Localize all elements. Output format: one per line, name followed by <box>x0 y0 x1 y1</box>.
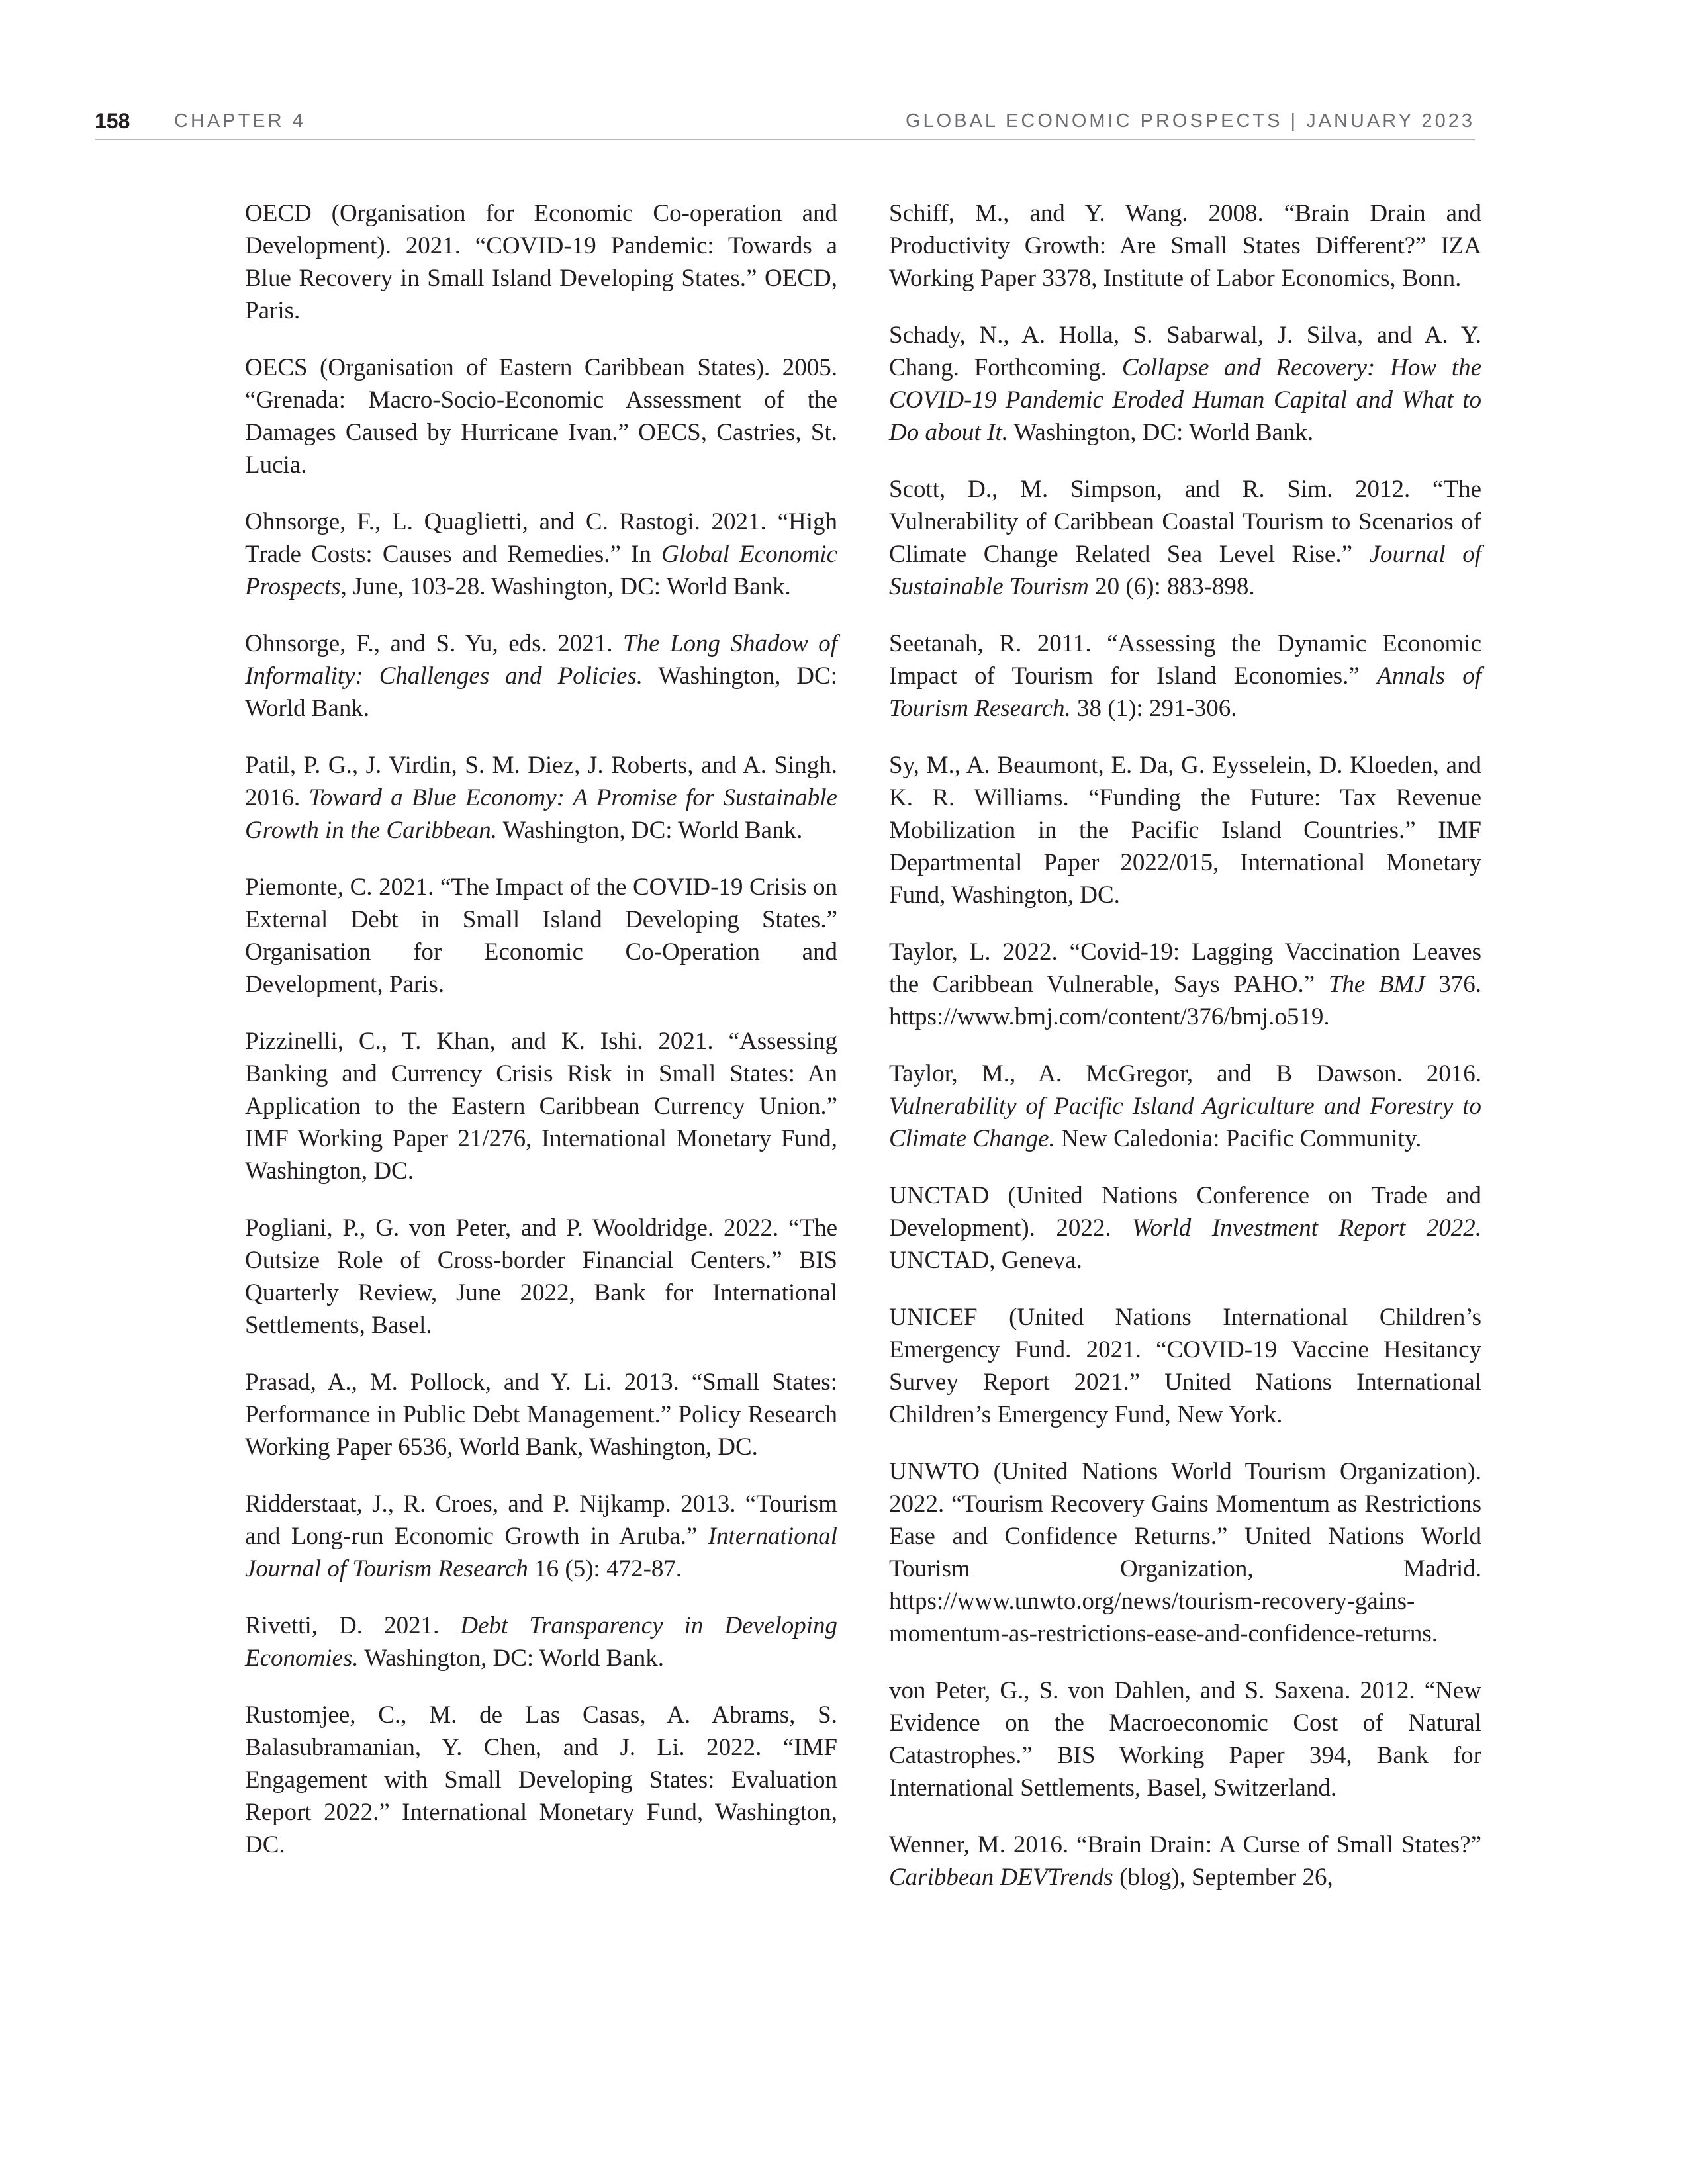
reference-entry: Schady, N., A. Holla, S. Sabarwal, J. Silva, and A. Y. Chang. Forthcoming. Collapse and Recovery: How the COVID-19 Pandemic Eroded Human Capital and What to Do about It. Washington, DC: World Bank. <box>889 322 1481 446</box>
reference-entry: Rustomjee, C., M. de Las Casas, A. Abrams, S. Balasubramanian, Y. Chen, and J. Li. 2022. “IMF Engagement with Small Developing States: Evaluation Report 2022.” International Monetary Fund, Washington, DC. <box>245 1702 837 1858</box>
reference-entry: UNCTAD (United Nations Conference on Trade and Development). 2022. World Investment Report 2022. UNCTAD, Geneva. <box>889 1182 1481 1274</box>
reference-entry: UNICEF (United Nations International Children’s Emergency Fund. 2021. “COVID-19 Vaccine Hesitancy Survey Report 2021.” United Nations International Children’s Emergency Fund, New York. <box>889 1304 1481 1428</box>
reference-entry: Taylor, M., A. McGregor, and B Dawson. 2016. Vulnerability of Pacific Island Agriculture and Forestry to Climate Change. New Caledonia: Pacific Community. <box>889 1060 1481 1152</box>
reference-entry: Piemonte, C. 2021. “The Impact of the COVID-19 Crisis on External Debt in Small Island Developing States.” Organisation for Economic Co-Operation and Development, Paris. <box>245 874 837 998</box>
page-number: 158 <box>95 109 130 133</box>
reference-entry: Scott, D., M. Simpson, and R. Sim. 2012. “The Vulnerability of Caribbean Coastal Tourism to Scenarios of Climate Change Related Sea Level Rise.” Journal of Sustainable Tourism 20 (6): 883-898. <box>889 476 1481 600</box>
page-header <box>95 105 1475 138</box>
reference-entry: Schiff, M., and Y. Wang. 2008. “Brain Drain and Productivity Growth: Are Small States Different?” IZA Working Paper 3378, Institute of Labor Economics, Bonn. <box>889 200 1481 292</box>
reference-entry: Seetanah, R. 2011. “Assessing the Dynamic Economic Impact of Tourism for Island Economies.” Annals of Tourism Research. 38 (1): 291-306. <box>889 630 1482 722</box>
reference-entry: Sy, M., A. Beaumont, E. Da, G. Eysselein, D. Kloeden, and K. R. Williams. “Funding the Future: Tax Revenue Mobilization in the Pacific Island Countries.” IMF Departmental Paper 2022/015, International Monetary Fund, Washington, DC. <box>889 752 1481 909</box>
reference-entry: Wenner, M. 2016. “Brain Drain: A Curse of Small States?” Caribbean DEVTrends (blog), September 26, <box>889 1831 1481 1891</box>
header-rule <box>95 139 1475 140</box>
reference-entry: Pizzinelli, C., T. Khan, and K. Ishi. 2021. “Assessing Banking and Currency Crisis Risk in Small States: An Application to the Eastern Caribbean Currency Union.” IMF Working Paper 21/276, International Monetary Fund, Washington, DC. <box>245 1028 837 1185</box>
reference-entry: Taylor, L. 2022. “Covid-19: Lagging Vaccination Leaves the Caribbean Vulnerable, Says PAHO.” The BMJ 376. https://www.bmj.com/content/376/bmj.o519. <box>889 938 1481 1030</box>
reference-entry: OECS (Organisation of Eastern Caribbean States). 2005. “Grenada: Macro-Socio-Economic Assessment of the Damages Caused by Hurricane Ivan.” OECS, Castries, St. Lucia. <box>245 354 837 478</box>
reference-entry: Ohnsorge, F., and S. Yu, eds. 2021. The Long Shadow of Informality: Challenges and Policies. Washington, DC: World Bank. <box>245 630 837 722</box>
references-right-column <box>889 197 1481 1918</box>
reference-entry: Prasad, A., M. Pollock, and Y. Li. 2013. “Small States: Performance in Public Debt Management.” Policy Research Working Paper 6536, World Bank, Washington, DC. <box>245 1369 837 1461</box>
references-left-column <box>245 197 837 1886</box>
reference-entry: Rivetti, D. 2021. Debt Transparency in Developing Economies. Washington, DC: World Bank. <box>245 1612 837 1672</box>
reference-entry: UNWTO (United Nations World Tourism Organization). 2022. “Tourism Recovery Gains Momentum as Restrictions Ease and Confidence Returns.” United Nations World Tourism Organization, Madrid. https://www.unwto.org/news/tourism-recovery-gains-momentum-as-restrictions-ease-and-confidence-returns. <box>889 1458 1481 1647</box>
reference-entry: Ridderstaat, J., R. Croes, and P. Nijkamp. 2013. “Tourism and Long-run Economic Growth in Aruba.” International Journal of Tourism Research 16 (5): 472-87. <box>245 1490 837 1582</box>
reference-entry: OECD (Organisation for Economic Co-operation and Development). 2021. “COVID-19 Pandemic: Towards a Blue Recovery in Small Island Developing States.” OECD, Paris. <box>245 200 837 324</box>
report-title: GLOBAL ECONOMIC PROSPECTS | JANUARY 2023 <box>906 111 1475 132</box>
reference-entry: von Peter, G., S. von Dahlen, and S. Saxena. 2012. “New Evidence on the Macroeconomic Cost of Natural Catastrophes.” BIS Working Paper 394, Bank for International Settlements, Basel, Switzerland. <box>889 1677 1481 1801</box>
chapter-label: CHAPTER 4 <box>174 111 306 132</box>
reference-entry: Ohnsorge, F., L. Quaglietti, and C. Rastogi. 2021. “High Trade Costs: Causes and Remedies.” In Global Economic Prospects, June, 103-28. Washington, DC: World Bank. <box>245 508 837 600</box>
reference-entry: Pogliani, P., G. von Peter, and P. Wooldridge. 2022. “The Outsize Role of Cross-border Financial Centers.” BIS Quarterly Review, June 2022, Bank for International Settlements, Basel. <box>245 1214 837 1339</box>
reference-entry: Patil, P. G., J. Virdin, S. M. Diez, J. Roberts, and A. Singh. 2016. Toward a Blue Economy: A Promise for Sustainable Growth in the Caribbean. Washington, DC: World Bank. <box>245 752 838 844</box>
